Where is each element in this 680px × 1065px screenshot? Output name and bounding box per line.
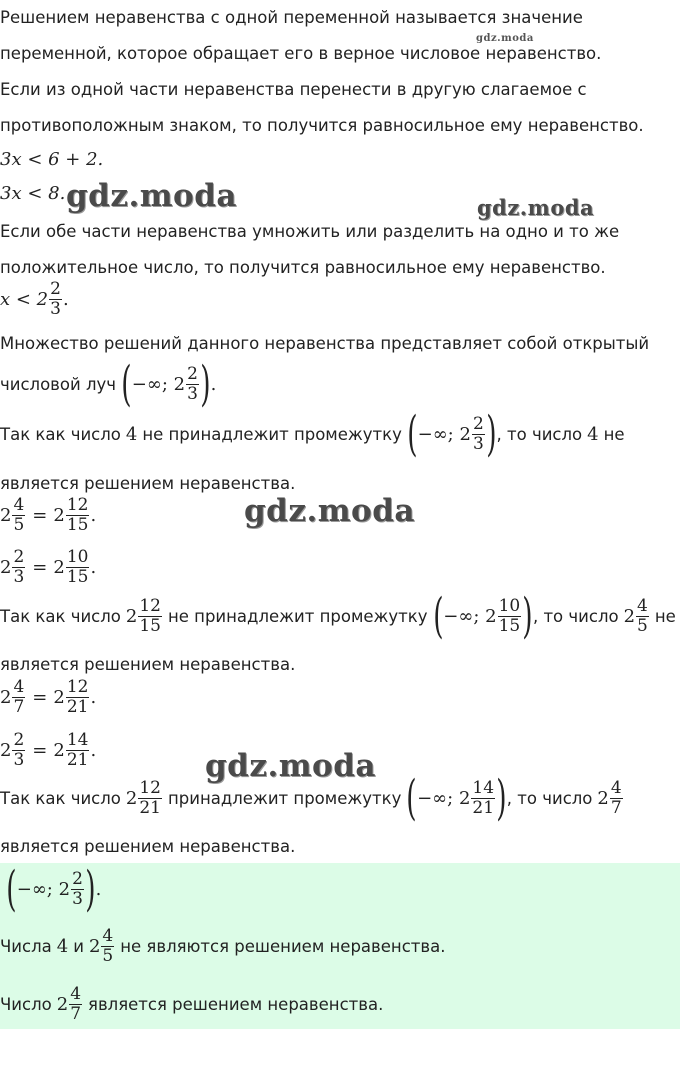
answer-block xyxy=(0,863,680,1029)
case1-conclusion: является решением неравенства. xyxy=(0,474,296,493)
rule2-line-1: Если обе части неравенства умножить или разделить на одно и то же xyxy=(0,222,620,241)
answer-is-solution: Число 2 $\frac{4}{7}$ является решением неравенства. xyxy=(0,984,384,1024)
answer-interval: ( −∞; 2 $\frac{2}{3}$ ) . xyxy=(6,861,102,917)
fraction-2-3: $\frac{2}{3}$ xyxy=(50,279,61,319)
watermark-1: gdz.moda xyxy=(66,178,237,214)
step-3x-lt-8: 3x < 8. xyxy=(0,183,66,204)
result-x-lt: x < 2 $\frac{2}{3}$ . xyxy=(0,279,69,319)
watermark-3: gdz.moda xyxy=(244,493,415,529)
watermark-small-top: gdz.moda xyxy=(476,33,534,44)
watermark-2: gdz.moda xyxy=(477,195,595,220)
step-3x-lt-6-plus-2: 3x < 6 + 2. xyxy=(0,149,104,170)
rule1-line-2: противоположным знаком, то получится равносильное ему неравенство. xyxy=(0,116,644,135)
case2-line: Так как число 2 $\frac{12}{15}$ не принадлежит промежутку ( −∞; 2 $\frac{10}{15}$ ) , то число 2 $\frac{4}{5}$ не xyxy=(0,588,676,644)
rule1-line-1: Если из одной части неравенства перенести в другую слагаемое с xyxy=(0,80,587,99)
x-lt-text: x < 2 xyxy=(0,289,49,310)
definition-line-1: Решением неравенства с одной переменной называется значение xyxy=(0,8,583,27)
eq-4-7: 2 $\frac{4}{7}$ = 2 $\frac{12}{21}$ . xyxy=(0,677,97,717)
case1-line: Так как число 4 не принадлежит промежутку ( −∞; 2 $\frac{2}{3}$ ) , то число 4 не xyxy=(0,406,625,462)
rule2-line-2: положительное число, то получится равносильное ему неравенство. xyxy=(0,258,606,277)
eq-4-5: 2 $\frac{4}{5}$ = 2 $\frac{12}{15}$ . xyxy=(0,495,97,535)
eq-2-3-b: 2 $\frac{2}{3}$ = 2 $\frac{14}{21}$ . xyxy=(0,730,97,770)
set-line-2: числовой луч ( −∞; 2 $\frac{2}{3}$ ) . xyxy=(0,356,217,412)
case2-conclusion: является решением неравенства. xyxy=(0,655,296,674)
answer-not-solutions: Числа 4 и 2 $\frac{4}{5}$ не являются решением неравенства. xyxy=(0,926,446,966)
eq-2-3: 2 $\frac{2}{3}$ = 2 $\frac{10}{15}$ . xyxy=(0,547,97,587)
case3-conclusion: является решением неравенства. xyxy=(0,837,296,856)
definition-line-2: переменной, которое обращает его в верное числовое неравенство. xyxy=(0,44,602,63)
watermark-4: gdz.moda xyxy=(205,748,376,784)
case3-line: Так как число 2 $\frac{12}{21}$ принадлежит промежутку ( −∞; 2 $\frac{14}{21}$ ) , то число 2 $\frac{4}{7}$ xyxy=(0,770,622,826)
set-line-1: Множество решений данного неравенства представляет собой открытый xyxy=(0,334,650,353)
